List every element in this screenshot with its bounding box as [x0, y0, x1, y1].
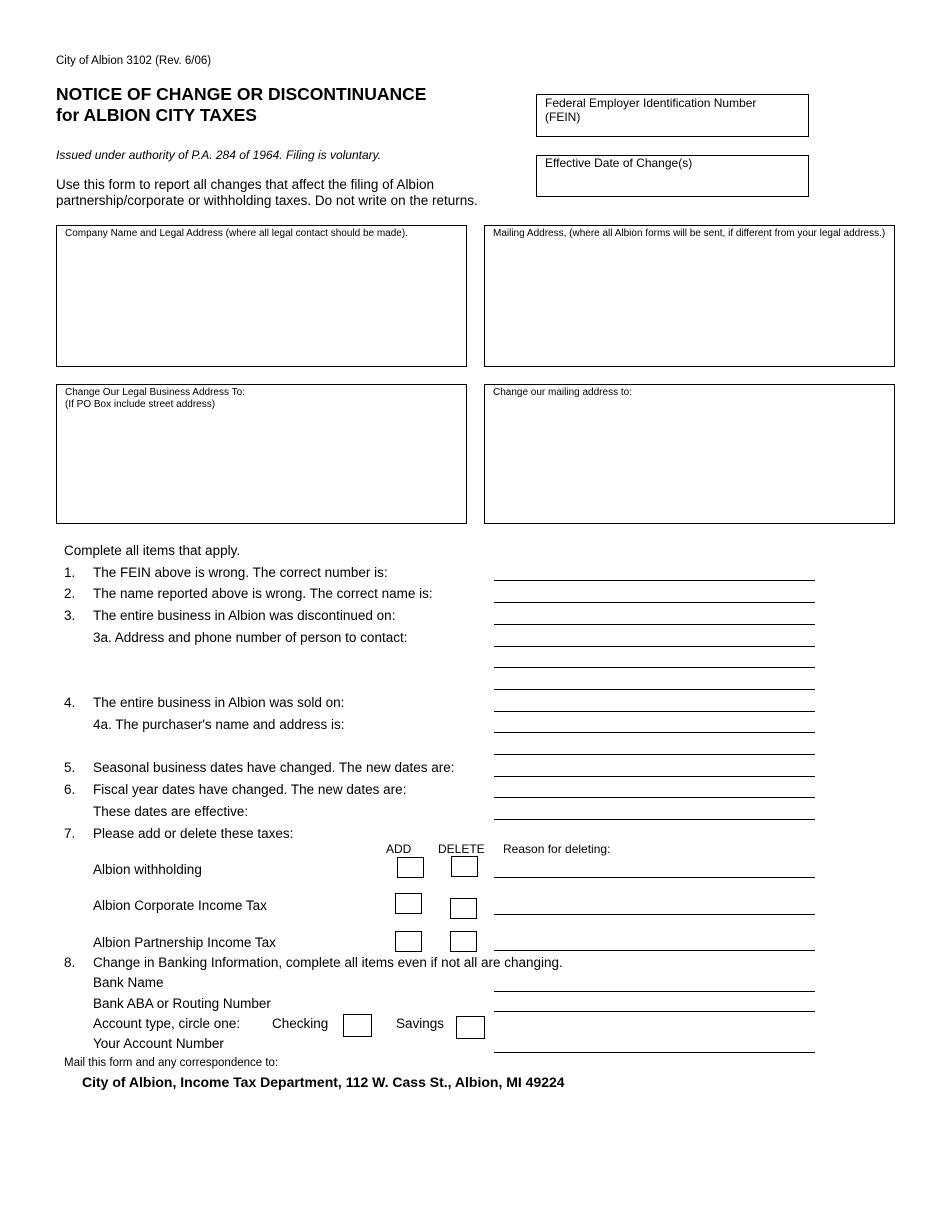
item-number: 5.: [64, 760, 76, 775]
tax-corporate-label: Albion Corporate Income Tax: [93, 898, 267, 913]
item-3-label: The entire business in Albion was discontinued on:: [93, 608, 396, 623]
mailing-address-box[interactable]: [484, 225, 895, 367]
item-number: 6.: [64, 782, 76, 797]
account-number-label: Your Account Number: [93, 1036, 224, 1051]
company-name-label: Company Name and Legal Address (where all legal contact should be made).: [65, 228, 408, 239]
add-partnership-checkbox[interactable]: [395, 931, 422, 952]
item-2-input-line[interactable]: [494, 602, 815, 603]
item-3a-label: 3a. Address and phone number of person to contact:: [93, 630, 408, 645]
change-mailing-address-box[interactable]: [484, 384, 895, 524]
item-3-input-line[interactable]: [494, 624, 815, 625]
routing-number-label: Bank ABA or Routing Number: [93, 996, 271, 1011]
item-5-input-line[interactable]: [494, 776, 815, 777]
item-1-label: The FEIN above is wrong. The correct number is:: [93, 565, 388, 580]
item-number: 1.: [64, 565, 76, 580]
delete-corporate-checkbox[interactable]: [450, 898, 477, 919]
item-3a-input-line-2[interactable]: [494, 667, 815, 668]
add-column-header: ADD: [386, 842, 412, 856]
change-mailing-label: Change our mailing address to:: [493, 387, 632, 398]
item-6-input-line[interactable]: [494, 797, 815, 798]
item-4a-input-line-2[interactable]: [494, 754, 815, 755]
item-2-label: The name reported above is wrong. The correct name is:: [93, 586, 433, 601]
account-number-line[interactable]: [494, 1052, 815, 1053]
item-4a-input-line-1[interactable]: [494, 732, 815, 733]
mailing-address-label: Mailing Address, (where all Albion forms will be sent, if different from your legal address.): [493, 228, 886, 239]
delete-column-header: DELETE: [438, 842, 485, 856]
item-6b-input-line[interactable]: [494, 819, 815, 820]
add-withholding-checkbox[interactable]: [397, 857, 424, 878]
fein-label: Federal Employer Identification Number (FEIN): [545, 96, 757, 124]
item-7-label: Please add or delete these taxes:: [93, 826, 294, 841]
corporate-reason-line[interactable]: [494, 914, 815, 915]
item-number: 4.: [64, 695, 76, 710]
authority-note: Issued under authority of P.A. 284 of 1964. Filing is voluntary.: [56, 148, 382, 162]
item-4a-label: 4a. The purchaser's name and address is:: [93, 717, 345, 732]
item-6-label: Fiscal year dates have changed. The new dates are:: [93, 782, 407, 797]
item-3a-input-line-1[interactable]: [494, 646, 815, 647]
item-number: 8.: [64, 955, 76, 970]
tax-withholding-label: Albion withholding: [93, 862, 202, 877]
change-legal-address-box[interactable]: [56, 384, 467, 524]
delete-partnership-checkbox[interactable]: [450, 931, 477, 952]
add-corporate-checkbox[interactable]: [395, 893, 422, 914]
item-number: 2.: [64, 586, 76, 601]
item-4-input-line[interactable]: [494, 711, 815, 712]
partnership-reason-line[interactable]: [494, 950, 815, 951]
items-intro: Complete all items that apply.: [64, 543, 241, 558]
page-title: [56, 84, 426, 126]
item-4-label: The entire business in Albion was sold on:: [93, 695, 345, 710]
form-id: City of Albion 3102 (Rev. 6/06): [56, 55, 212, 67]
savings-label: Savings: [396, 1016, 445, 1031]
mail-note: Mail this form and any correspondence to:: [64, 1057, 279, 1069]
mail-address: City of Albion, Income Tax Department, 112 W. Cass St., Albion, MI 49224: [82, 1074, 565, 1090]
routing-number-line[interactable]: [494, 1011, 815, 1012]
savings-checkbox[interactable]: [456, 1016, 485, 1039]
title-line-1: NOTICE OF CHANGE OR DISCONTINUANCE: [56, 84, 427, 104]
item-5-label: Seasonal business dates have changed. The new dates are:: [93, 760, 455, 775]
bank-name-line[interactable]: [494, 991, 815, 992]
bank-name-label: Bank Name: [93, 975, 164, 990]
item-6b-label: These dates are effective:: [93, 804, 249, 819]
company-name-legal-address-box[interactable]: [56, 225, 467, 367]
change-legal-label-2: (If PO Box include street address): [65, 399, 216, 410]
fein-field[interactable]: [536, 94, 809, 137]
item-number: 3.: [64, 608, 76, 623]
item-8-label: Change in Banking Information, complete all items even if not all are changing.: [93, 955, 563, 970]
effective-date-field[interactable]: [536, 155, 809, 197]
delete-withholding-checkbox[interactable]: [451, 856, 478, 877]
item-3a-input-line-3[interactable]: [494, 689, 815, 690]
tax-partnership-label: Albion Partnership Income Tax: [93, 935, 276, 950]
reason-column-header: Reason for deleting:: [503, 842, 611, 856]
withholding-reason-line[interactable]: [494, 877, 815, 878]
item-1-input-line[interactable]: [494, 580, 815, 581]
checking-checkbox[interactable]: [343, 1014, 372, 1037]
checking-label: Checking: [272, 1016, 329, 1031]
change-legal-label-1: Change Our Legal Business Address To:: [65, 387, 245, 398]
effective-date-label: Effective Date of Change(s): [545, 156, 693, 170]
title-line-2: for ALBION CITY TAXES: [56, 105, 257, 125]
item-number: 7.: [64, 826, 76, 841]
intro-text: Use this form to report all changes that affect the filing of Albion partnership/corporate or withholding taxes. Do not write on the returns.: [56, 177, 478, 208]
account-type-label: Account type, circle one:: [93, 1016, 241, 1031]
